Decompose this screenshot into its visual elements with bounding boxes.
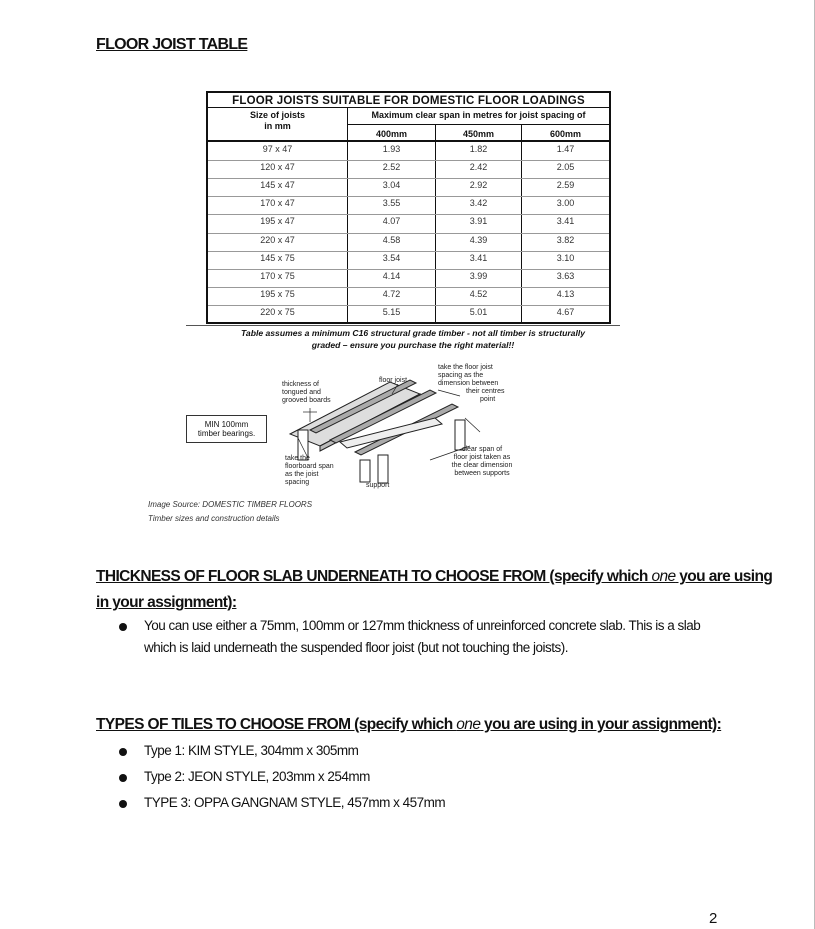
label-spacing-line: spacing as the (438, 372, 484, 379)
table-cell: 4.39 (469, 234, 488, 245)
min-bearing-line: MIN 100mm (204, 420, 249, 429)
size-header-line2: in mm (264, 121, 291, 131)
label-clear-span-line: clear span of (461, 446, 503, 453)
image-source-subtitle: Timber sizes and construction details (148, 514, 280, 523)
row-separator (208, 233, 609, 234)
table-cell: 3.10 (556, 252, 575, 263)
table-cell: 97 x 47 (262, 144, 293, 154)
table-cell: 5.01 (469, 306, 488, 317)
tiles-heading-emphasis: one (456, 716, 481, 733)
label-clear-span-line: between supports (454, 470, 510, 477)
table-cell: 2.92 (469, 180, 488, 191)
slab-heading (96, 564, 772, 616)
size-header-line1: Size of joists (249, 110, 305, 120)
table-cell: 220 x 75 (260, 306, 295, 317)
page-number: 2 (709, 910, 718, 927)
table-cell: 145 x 47 (260, 180, 295, 191)
table-cell: 3.00 (556, 198, 575, 209)
min-bearing-box (186, 415, 267, 443)
header-rule (208, 140, 609, 142)
table-cell: 195 x 47 (260, 216, 295, 227)
table-cell: 3.41 (556, 216, 575, 227)
label-floorboard-line: as the joist (285, 471, 319, 478)
table-cell: 2.42 (469, 162, 488, 173)
label-spacing (438, 364, 505, 404)
table-cell: 5.15 (382, 306, 401, 317)
row-separator (208, 305, 609, 306)
table-cell: 170 x 47 (260, 198, 295, 209)
joist-span-table (206, 91, 611, 324)
table-note-line2: graded – ensure you purchase the right material!! (311, 340, 515, 350)
label-floorboard-line: take the (285, 455, 310, 462)
label-spacing-line: take the floor joist (438, 364, 493, 371)
label-thickness-line: grooved boards (282, 397, 331, 404)
label-clear-span (432, 446, 532, 478)
table-note-line1: Table assumes a minimum C16 structural grade timber - not all timber is structurally (240, 328, 585, 338)
table-cell: 3.42 (469, 198, 488, 209)
table-cell: 4.07 (382, 216, 401, 227)
table-cell: 4.52 (469, 288, 488, 299)
note-rule (186, 325, 620, 326)
table-cell: 3.55 (382, 198, 401, 209)
image-source: Image Source: DOMESTIC TIMBER FLOORS (148, 500, 313, 509)
table-cell: 3.41 (469, 252, 488, 263)
bullet-icon (119, 748, 127, 756)
span-header: Maximum clear span in metres for joist spacing of (371, 110, 586, 120)
label-support: support (366, 482, 390, 489)
table-cell: 2.05 (556, 162, 575, 173)
label-floorboard-line: floorboard span (285, 463, 334, 470)
label-thickness-line: thickness of (282, 381, 319, 388)
slab-heading-line2: in your assignment): (96, 594, 237, 611)
spacing-600-header: 600mm (549, 129, 582, 139)
table-cell: 1.47 (556, 144, 575, 154)
spacing-450-header: 450mm (462, 129, 495, 139)
table-cell: 3.99 (469, 270, 488, 281)
table-cell: 170 x 75 (260, 270, 295, 281)
table-cell: 4.72 (382, 288, 401, 299)
table-cell: 195 x 75 (260, 288, 295, 299)
slab-heading-text: you are using (675, 568, 773, 585)
table-cell: 4.13 (556, 288, 575, 299)
row-separator (208, 214, 609, 215)
slab-bullet-line: You can use either a 75mm, 100mm or 127mm thickness of unreinforced concrete slab. This is a slab (144, 618, 701, 633)
floor-joist-heading: FLOOR JOIST TABLE (96, 36, 248, 53)
row-separator (208, 196, 609, 197)
bullet-icon (119, 800, 127, 808)
table-cell: 1.93 (382, 144, 401, 154)
label-spacing-line: point (480, 396, 496, 403)
table-title: FLOOR JOISTS SUITABLE FOR DOMESTIC FLOOR LOADINGS (232, 95, 585, 107)
bullet-icon (119, 623, 127, 631)
slab-bullet-line: which is laid underneath the suspended floor joist (but not touching the joists). (144, 640, 569, 655)
table-cell: 3.82 (556, 234, 575, 245)
min-bearing-line: timber bearings. (197, 429, 256, 438)
label-spacing-line: their centres (466, 388, 505, 395)
table-cell: 3.63 (556, 270, 575, 281)
tile-item: Type 2: JEON STYLE, 203mm x 254mm (144, 769, 370, 784)
row-separator (208, 178, 609, 179)
spacing-400-header: 400mm (375, 129, 408, 139)
table-title-rule (208, 107, 609, 108)
slab-bullet-text (144, 615, 700, 659)
table-cell: 1.82 (469, 144, 488, 154)
table-note (205, 327, 621, 351)
table-cell: 2.52 (382, 162, 401, 173)
row-separator (208, 269, 609, 270)
bullet-icon (119, 774, 127, 782)
row-separator (208, 287, 609, 288)
tiles-heading (96, 712, 721, 738)
span-header-rule (348, 124, 611, 125)
size-header (208, 110, 347, 132)
table-cell: 220 x 47 (260, 234, 295, 245)
table-cell: 2.59 (556, 180, 575, 191)
tiles-heading-text: TYPES OF TILES TO CHOOSE FROM (specify which (96, 716, 457, 733)
label-clear-span-line: the clear dimension (451, 462, 513, 469)
row-separator (208, 251, 609, 252)
table-cell: 4.58 (382, 234, 401, 245)
label-floor-joist: floor joist (379, 377, 408, 384)
table-cell: 3.54 (382, 252, 401, 263)
label-clear-span-line: floor joist taken as (453, 454, 511, 461)
table-cell: 4.14 (382, 270, 401, 281)
table-cell: 4.67 (556, 306, 575, 317)
label-floorboard-line: spacing (285, 479, 310, 486)
label-floorboard (285, 455, 334, 487)
label-spacing-line: dimension between (438, 380, 499, 387)
row-separator (208, 160, 609, 161)
label-thickness-line: tongued and (282, 389, 321, 396)
table-cell: 145 x 75 (260, 252, 295, 263)
table-cell: 3.04 (382, 180, 401, 191)
tile-item: TYPE 3: OPPA GANGNAM STYLE, 457mm x 457mm (144, 795, 446, 810)
table-cell: 3.91 (469, 216, 488, 227)
slab-heading-text: THICKNESS OF FLOOR SLAB UNDERNEATH TO CHOOSE FROM (specify which (96, 568, 652, 585)
tiles-heading-text: you are using in your assignment): (480, 716, 722, 733)
table-cell: 120 x 47 (260, 162, 295, 173)
slab-heading-emphasis: one (651, 568, 676, 585)
tile-item: Type 1: KIM STYLE, 304mm x 305mm (144, 743, 359, 758)
label-thickness (282, 381, 331, 405)
